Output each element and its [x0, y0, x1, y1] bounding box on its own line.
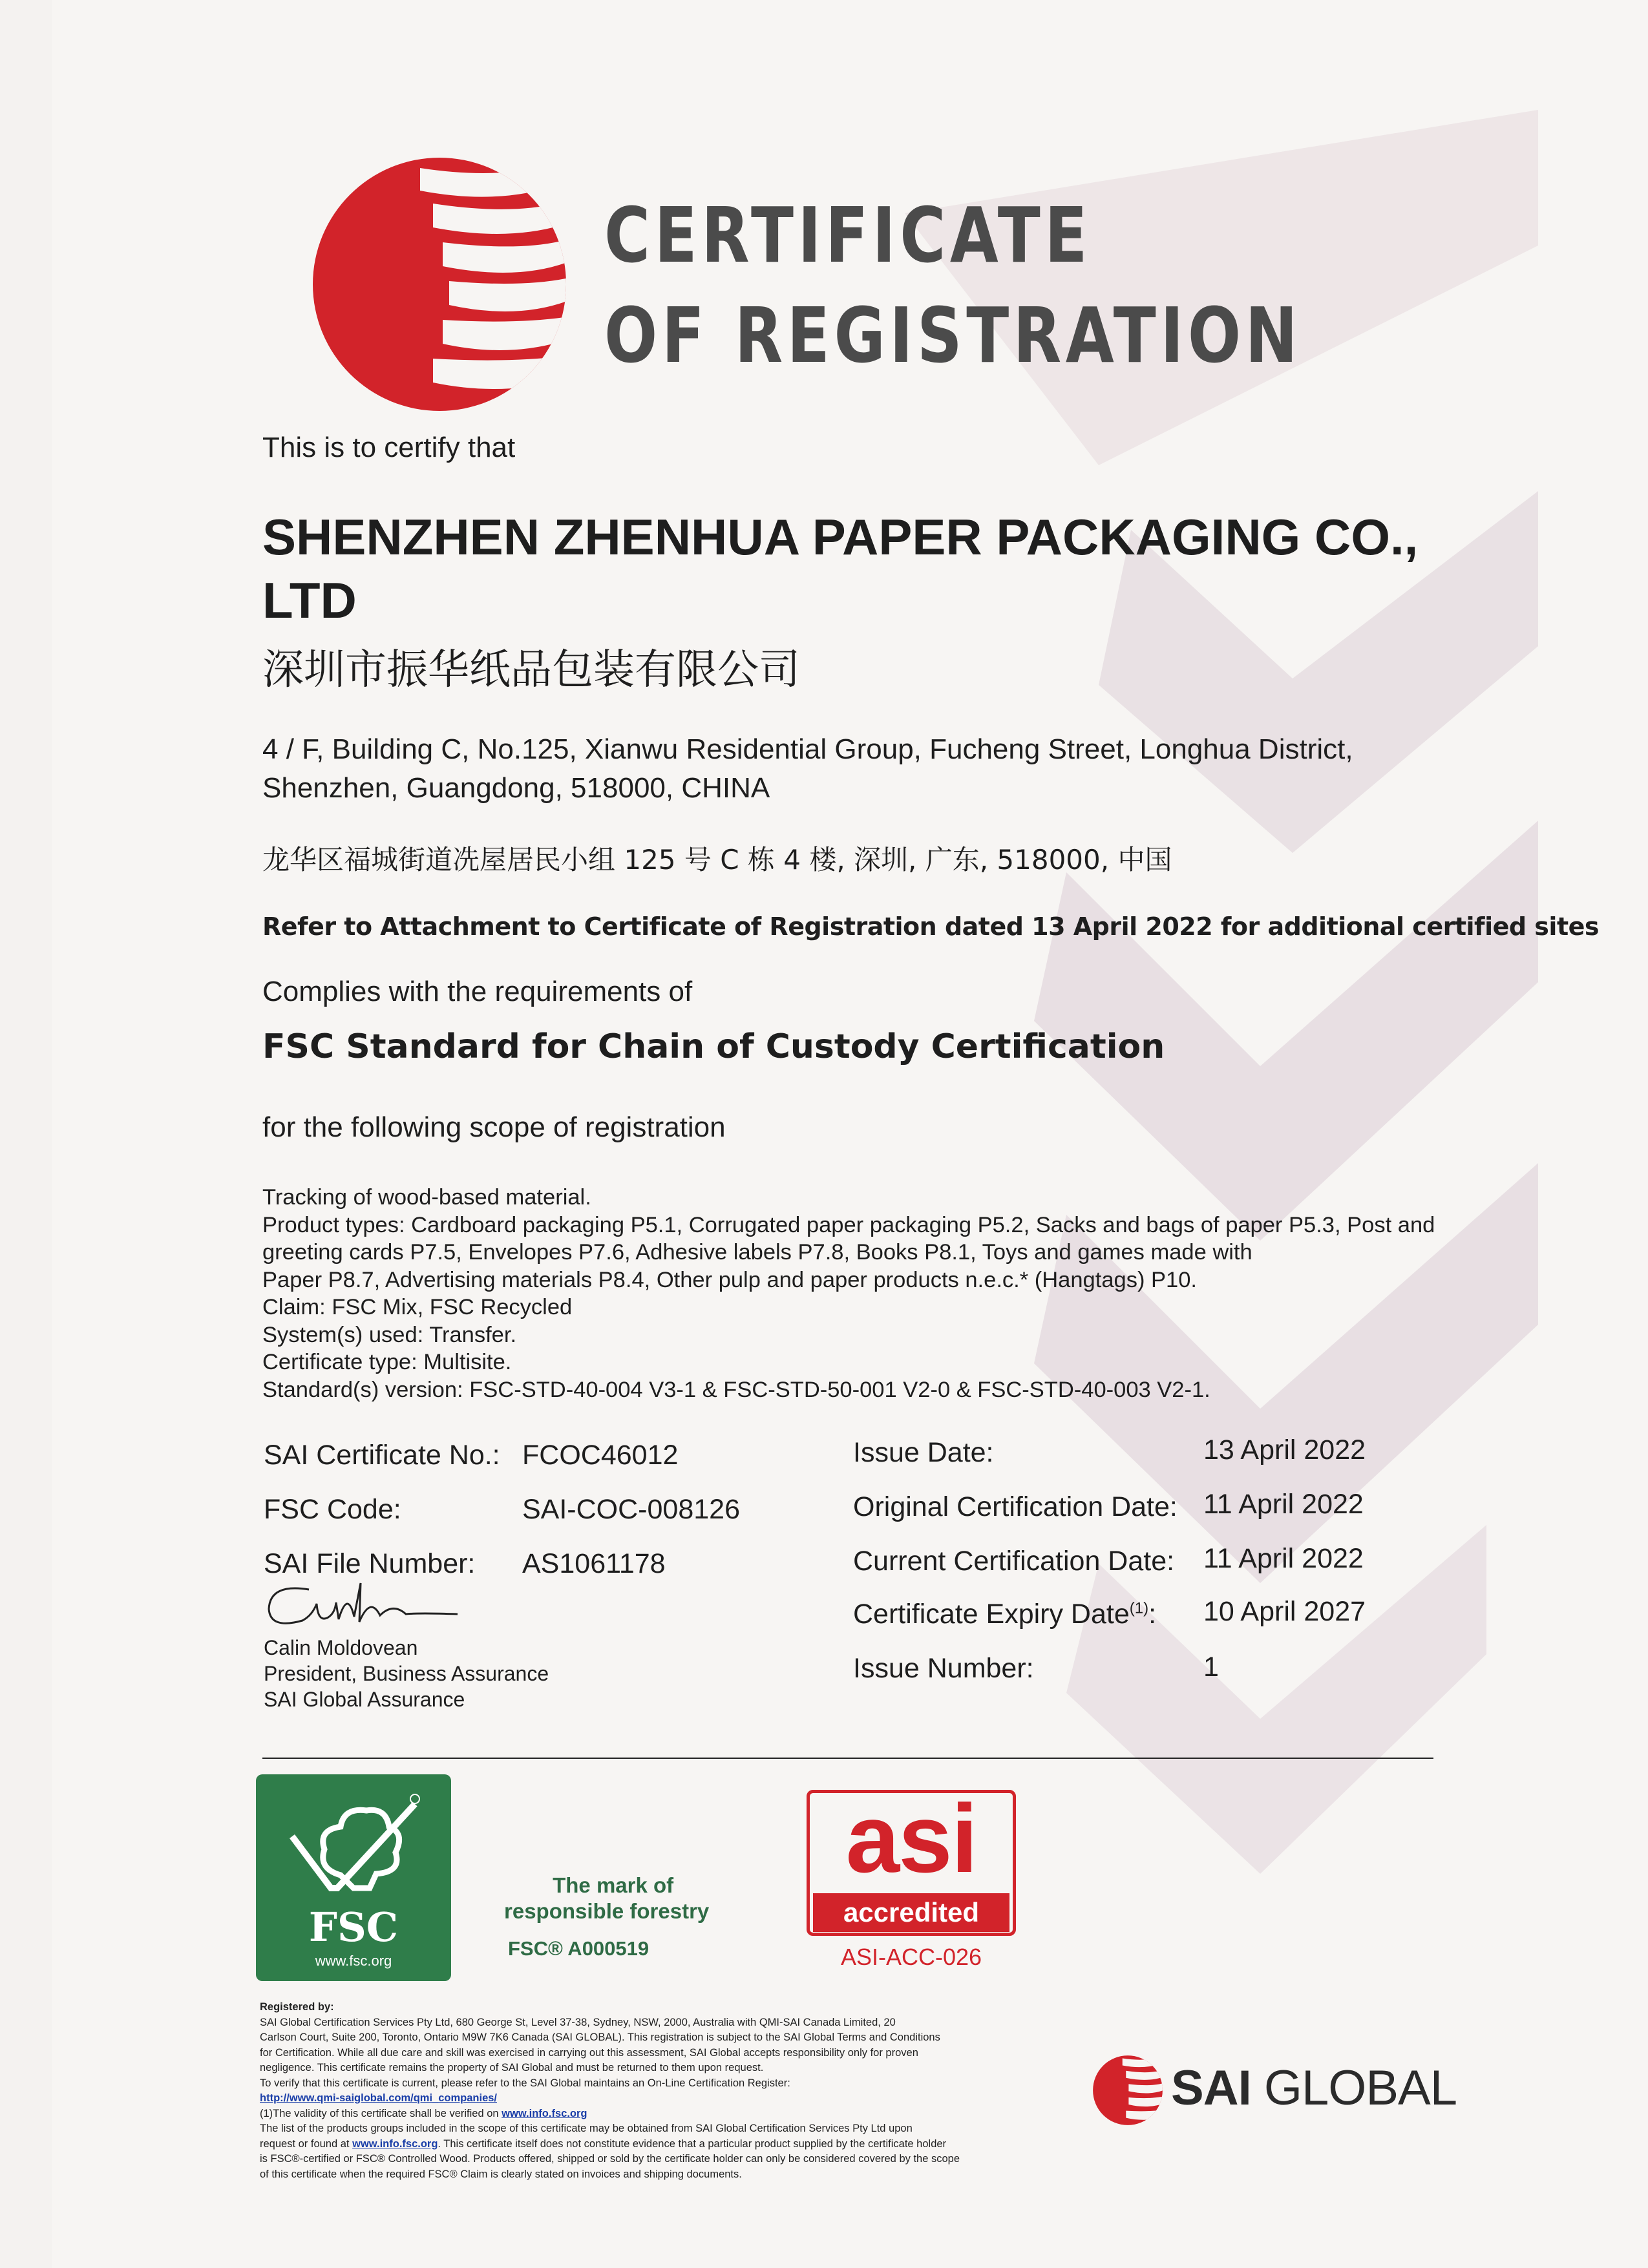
scope-line: Paper P8.7, Advertising materials P8.4, Other pulp and paper products n.e.c.* (Hangtags) P10.	[262, 1267, 1197, 1292]
sai-global-sphere-icon	[310, 155, 569, 414]
fsc-tagline-line: The mark of	[553, 1873, 674, 1897]
fine-print-line: The list of the products groups included in the scope of this certificate may be obtained from SAI Global Certification Services Pty Ltd upon	[260, 2123, 913, 2134]
attachment-reference: Refer to Attachment to Certificate of Registration dated 13 April 2022 for additional certified sites	[262, 912, 1599, 941]
fine-print-line: for Certification. While all due care and skill was exercised in carrying out this assessment, SAI Global accepts responsibility only for proven	[260, 2046, 918, 2059]
sai-certificate-value: FCOC46012	[522, 1440, 679, 1471]
sai-file-number-value: AS1061178	[522, 1548, 666, 1579]
fsc-logo-text: FSC	[308, 1904, 399, 1951]
fsc-info-link[interactable]: www.info.fsc.org	[502, 2107, 587, 2119]
fsc-info-link[interactable]: www.info.fsc.org	[352, 2137, 438, 2150]
fsc-tagline-line: responsible forestry	[504, 1899, 710, 1923]
sai-global-wordmark	[1171, 2060, 1457, 2116]
certificate-title-line1: CERTIFICATE	[604, 191, 1092, 280]
scope-block	[262, 1184, 1523, 1403]
fsc-logo-url: www.fsc.org	[315, 1953, 392, 1969]
scope-line: Certificate type: Multisite.	[262, 1350, 512, 1374]
issue-date-value: 13 April 2022	[1203, 1434, 1366, 1465]
scope-line: System(s) used: Transfer.	[262, 1322, 517, 1347]
expiry-date-value: 10 April 2027	[1203, 1596, 1366, 1627]
fine-print-line: Carlson Court, Suite 200, Toronto, Ontario M9W 7K6 Canada (SAI GLOBAL). This registration is subject to the SAI Global Terms and Conditions	[260, 2032, 940, 2043]
company-name-chinese: 深圳市振华纸品包装有限公司	[262, 646, 800, 694]
scope-line: Tracking of wood-based material.	[262, 1185, 591, 1210]
expiry-label-text: Certificate Expiry Date	[853, 1599, 1130, 1630]
request-text: request or found at	[260, 2137, 353, 2150]
fine-print-line: SAI Global Certification Services Pty Ltd, 680 George St, Level 37-38, Sydney, NSW, 2000, Australia with QMI-SAI Canada Limited, 20	[260, 2016, 896, 2028]
original-cert-date-label: Original Certification Date:	[853, 1491, 1178, 1522]
registered-by-label: Registered by:	[260, 2001, 334, 2013]
scope-line: Product types: Cardboard packaging P5.1, Corrugated paper packaging P5.2, Sacks and bags of paper P5.3, Post and	[262, 1212, 1435, 1237]
current-cert-date-label: Current Certification Date:	[853, 1546, 1175, 1577]
issue-number-label: Issue Number:	[853, 1653, 1034, 1684]
current-cert-date-value: 11 April 2022	[1203, 1543, 1364, 1574]
expiry-label-colon: :	[1148, 1599, 1157, 1630]
fine-print-line: of this certificate when the required FSC® Claim is clearly stated on invoices and shipping documents.	[260, 2168, 742, 2180]
complies-text: Complies with the requirements of	[262, 976, 693, 1007]
fsc-license-code: FSC® A000519	[508, 1937, 650, 1960]
asi-accredited-banner: accredited	[813, 1893, 1009, 1932]
validity-text: (1)The validity of this certificate shall be verified on	[260, 2107, 502, 2119]
company-address	[262, 730, 1523, 808]
expiry-date-label	[853, 1599, 1156, 1630]
scope-line: greeting cards P7.5, Envelopes P7.6, Adhesive labels P7.8, Books P8.1, Toys and games made with	[262, 1240, 1252, 1265]
fsc-tree-checkmark-icon	[279, 1791, 428, 1901]
global-word: GLOBAL	[1263, 2061, 1457, 2116]
sai-certificate-label: SAI Certificate No.:	[264, 1440, 500, 1471]
fsc-code-label: FSC Code:	[264, 1494, 401, 1525]
fine-print-line	[260, 2137, 1126, 2152]
scope-line: Standard(s) version: FSC-STD-40-004 V3-1 & FSC-STD-50-001 V2-0 & FSC-STD-40-003 V2-1.	[262, 1377, 1210, 1402]
divider	[262, 1758, 1433, 1759]
fsc-tagline	[504, 1873, 709, 1924]
fsc-logo	[256, 1774, 451, 1981]
fine-print-line: is FSC®-certified or FSC® Controlled Wood. Products offered, shipped or sold by the certificate holder can only be considered covered by the scope	[260, 2153, 960, 2165]
scope-intro: for the following scope of registration	[262, 1111, 726, 1143]
sai-global-small-sphere-icon	[1092, 2055, 1163, 2126]
address-line: 4 / F, Building C, No.125, Xianwu Residential Group, Fucheng Street, Longhua District,	[262, 733, 1353, 765]
intro-text: This is to certify that	[262, 432, 516, 463]
expiry-footnote-marker: (1)	[1129, 1599, 1149, 1617]
issue-date-label: Issue Date:	[853, 1437, 994, 1468]
standard-title: FSC Standard for Chain of Custody Certification	[262, 1027, 1165, 1066]
signatory-name: Calin Moldovean	[264, 1636, 418, 1659]
fine-print-line: negligence. This certificate remains the property of SAI Global and must be returned to them upon request.	[260, 2062, 764, 2074]
sai-word: SAI	[1171, 2061, 1251, 2116]
original-cert-date-value: 11 April 2022	[1203, 1489, 1364, 1520]
company-name: SHENZHEN ZHENHUA PAPER PACKAGING CO., LTD	[262, 509, 1419, 629]
footer-fine-print	[260, 2000, 1126, 2182]
signatory-organization: SAI Global Assurance	[264, 1688, 465, 1711]
sai-file-number-label: SAI File Number:	[264, 1548, 476, 1579]
signature-image	[264, 1577, 470, 1635]
signatory-title: President, Business Assurance	[264, 1662, 549, 1685]
fine-print-line: To verify that this certificate is current, please refer to the SAI Global maintains an On-Line Certification Register:	[260, 2077, 790, 2089]
fine-print-line	[260, 2106, 1126, 2122]
asi-accreditation-code: ASI-ACC-026	[840, 1944, 982, 1970]
fsc-code-value: SAI-COC-008126	[522, 1494, 740, 1525]
address-line: Shenzhen, Guangdong, 518000, CHINA	[262, 772, 770, 804]
certificate-title-line2: OF REGISTRATION	[604, 291, 1302, 380]
issue-number-value: 1	[1203, 1652, 1219, 1683]
register-link[interactable]: http://www.qmi-saiglobal.com/qmi_companies/	[260, 2092, 498, 2104]
scope-line: Claim: FSC Mix, FSC Recycled	[262, 1295, 573, 1319]
company-address-chinese: 龙华区福城街道冼屋居民小组 125 号 C 栋 4 楼, 深圳, 广东, 518000, 中国	[262, 844, 1172, 876]
evidence-text: . This certificate itself does not constitute evidence that a particular product supplied by the certificate holder	[438, 2137, 947, 2150]
asi-logo-word: asi	[845, 1784, 977, 1893]
signatory-block	[264, 1635, 549, 1712]
